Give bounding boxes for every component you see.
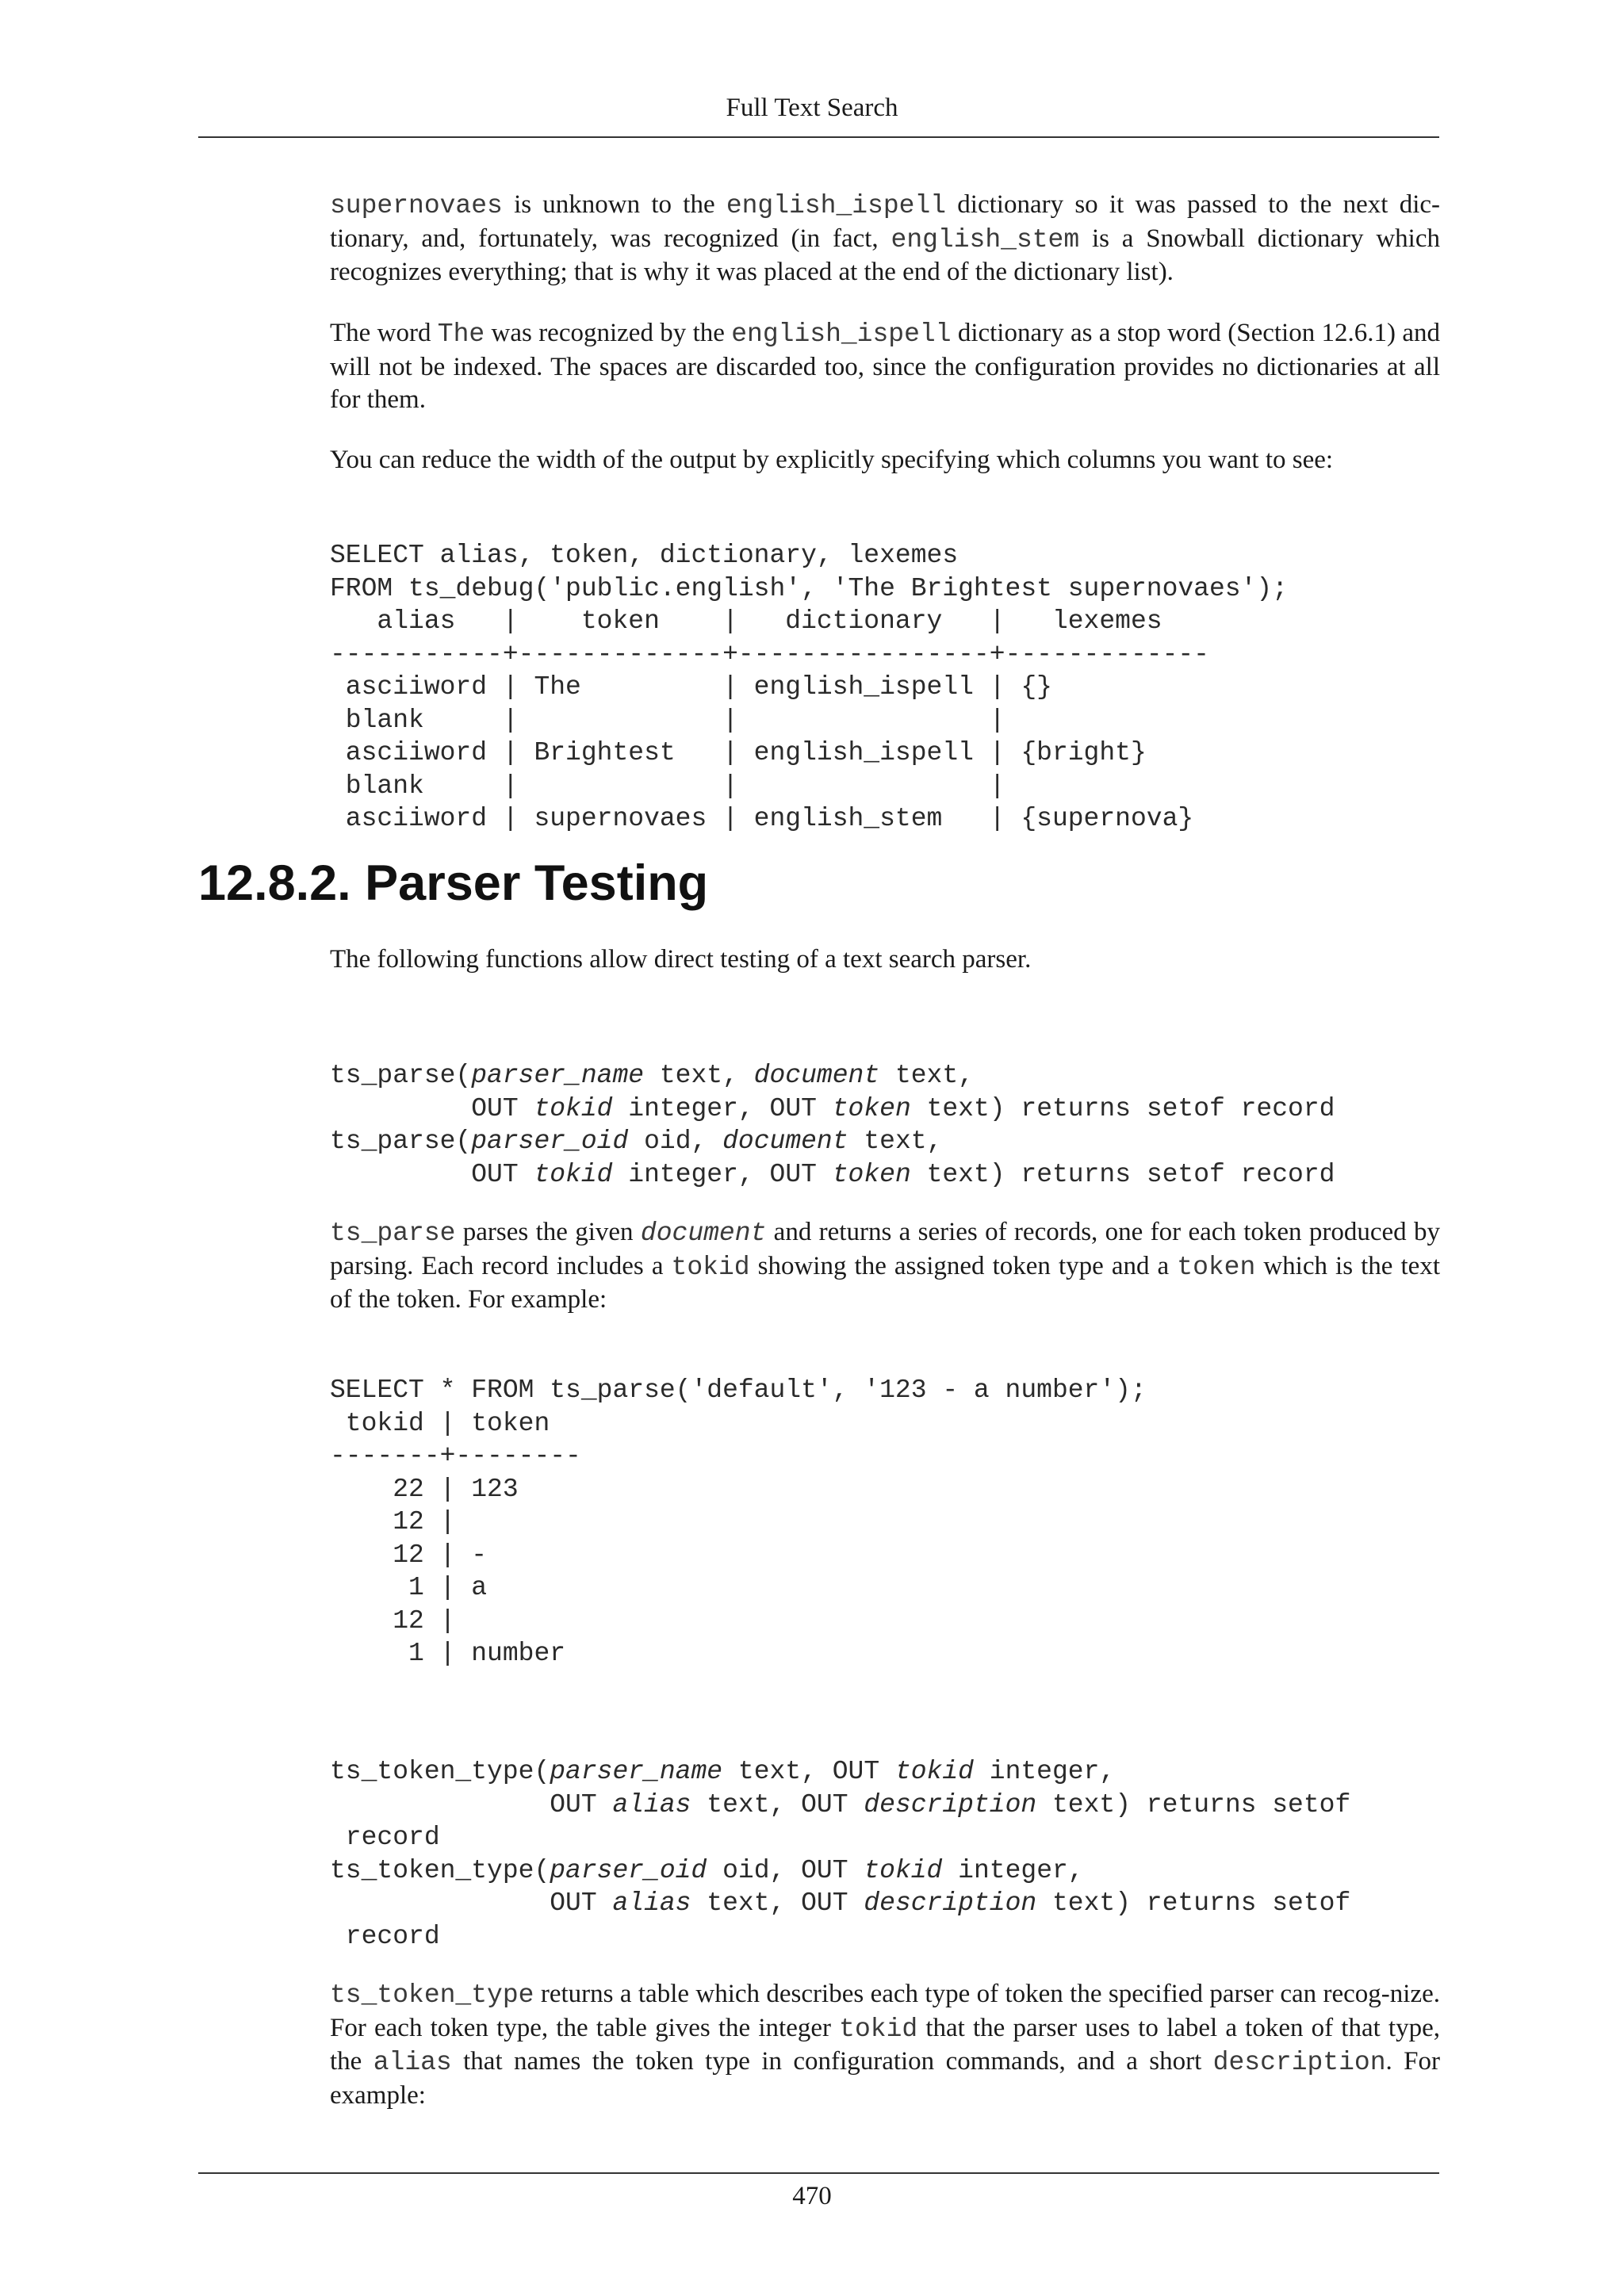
code-block-ts-parse-example: SELECT * FROM ts_parse('default', '123 - a number'); tokid | token -------+-------- 22 | 123 12 | 12 | - 1 | a 12 | 1 | number: [330, 1376, 1147, 1668]
code-block-ts-parse-signature: ts_parse(parser_name text, document text, OUT tokid integer, OUT token text) returns setof record ts_parse(parser_oid oid, document text, OUT tokid integer, OUT token text) returns setof record: [330, 1061, 1335, 1189]
inline-code: token: [1177, 1252, 1256, 1282]
paragraph-ts-parse: ts_parse parses the given document and returns a series of records, one for each token produced by parsing. Each record includes a tokid showing the assigned token type and a token which is the text of the token. For example:: [330, 1218, 1440, 1314]
code-block-ts-debug: SELECT alias, token, dictionary, lexemes FROM ts_debug('public.english', 'The Brightest supernovaes'); alias | token | dictionary | lexemes -----------+-------------+----------------+------------- asciiword | The | english_ispell | {} blank | | | asciiword | Brightest | english_ispell | {bright} blank | | | asciiword | supernovaes | english_stem | {supernova}: [330, 541, 1288, 833]
inline-code: The: [437, 320, 485, 349]
inline-code: alias: [373, 2048, 452, 2077]
paragraph-supernovaes: supernovaes is unknown to the english_ispell dictionary so it was passed to the next dic-tionary, and, fortunately, was recognized (in fact, english_stem is a Snowball dictionary which recognizes everything; that is why it was placed at the end of the dictionary list).: [330, 190, 1441, 286]
inline-code: supernovaes: [330, 191, 503, 220]
inline-code: ts_parse: [330, 1219, 456, 1248]
inline-code: english_stem: [891, 224, 1080, 254]
paragraph-reduce-width: You can reduce the width of the output by explicitly specifying which columns you want to see:: [330, 446, 1334, 474]
inline-code: ts_token_type: [330, 1980, 534, 2010]
section-title: 12.8.2. Parser Testing: [198, 855, 709, 911]
page-number: 470: [792, 2182, 832, 2210]
footer-rule: [198, 2172, 1439, 2174]
inline-code: description: [1212, 2048, 1386, 2077]
paragraph-ts-token-type: ts_token_type returns a table which describes each type of token the specified parser can recog-nize. For each token type, the table gives the integer tokid that the parser uses to label a token of that type, the alias that names the token type in configuration commands, and a short description. For example:: [330, 1980, 1441, 2110]
inline-code: document: [640, 1219, 767, 1248]
inline-code: english_ispell: [726, 191, 947, 220]
inline-code: tokid: [839, 2014, 918, 2044]
running-header: Full Text Search: [726, 94, 898, 122]
header-rule: [198, 136, 1439, 138]
paragraph-parser-intro: The following functions allow direct testing of a text search parser.: [330, 945, 1032, 974]
inline-code: english_ispell: [731, 320, 952, 349]
inline-code: tokid: [671, 1252, 750, 1282]
code-block-ts-token-type-signature: ts_token_type(parser_name text, OUT tokid integer, OUT alias text, OUT description text) returns setof record ts_token_type(parser_oid oid, OUT tokid integer, OUT alias text, OUT description text) returns setof record: [330, 1757, 1351, 1951]
paragraph-stop-word: The word The was recognized by the english_ispell dictionary as a stop word (Section 12.6.1) and will not be indexed. The spaces are discarded too, since the configuration provides no dictionaries at all for them.: [330, 319, 1440, 414]
